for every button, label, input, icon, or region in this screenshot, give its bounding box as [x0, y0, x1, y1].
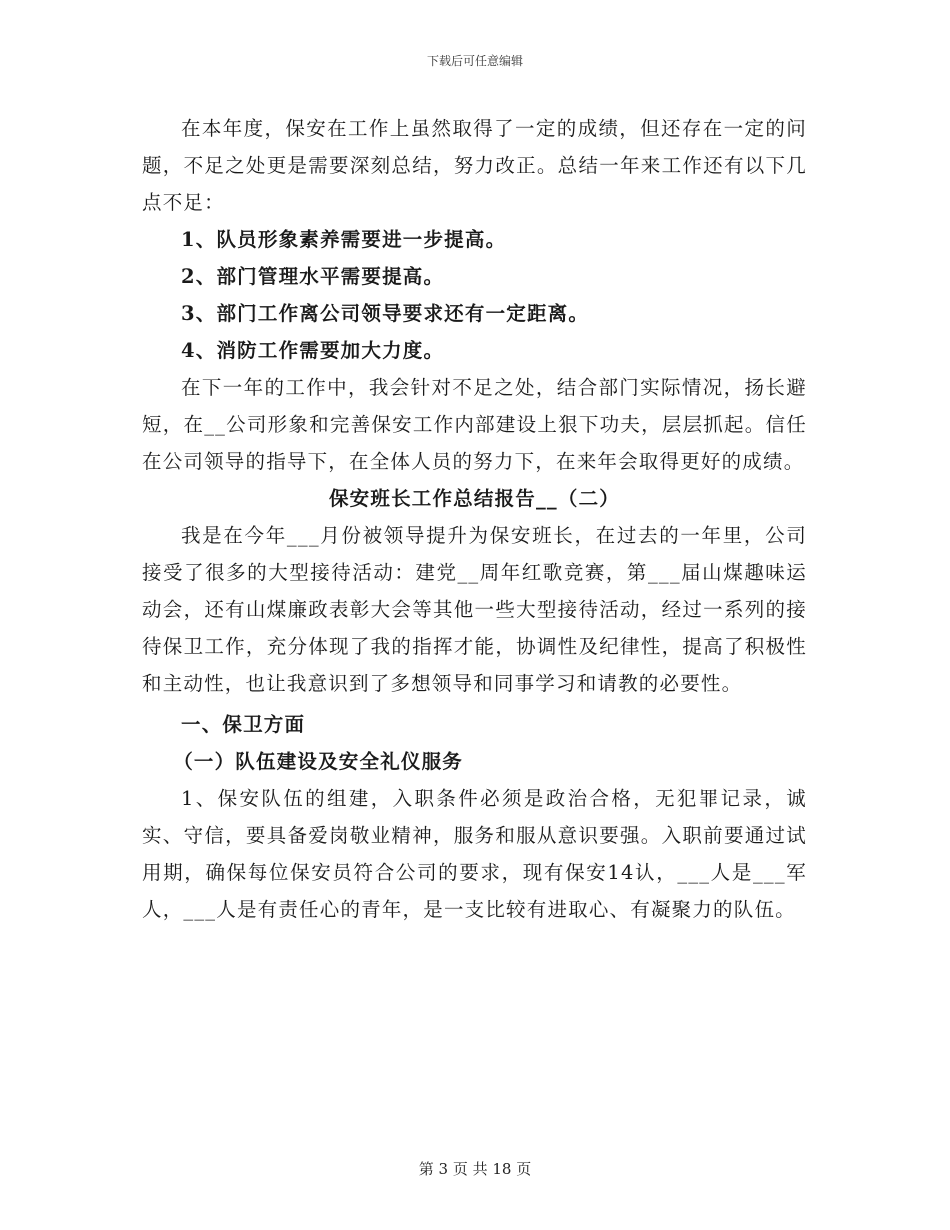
list-item-1: 1、队员形象素养需要进一步提高。	[181, 228, 507, 251]
paragraph-team-formation: 1、保安队伍的组建，入职条件必须是政治合格，无犯罪记录，诚实、守信，要具备爱岗敬业精神，服务和服从意识要强。入职前要通过试用期，确保每位保安员符合公司的要求，现有保安14认，___人是___军人，___人是有责任心的青年，是一支比较有进取心、有凝聚力的队伍。	[142, 787, 807, 921]
paragraph-next-year: 在下一年的工作中，我会针对不足之处，结合部门实际情况，扬长避短，在__公司形象和完善保安工作内部建设上狠下功夫，层层抓起。信任在公司领导的指导下，在全体人员的努力下，在来年会取得更好的成绩。	[142, 376, 807, 473]
subheading-team-building: （一）队伍建设及安全礼仪服务	[173, 750, 463, 773]
list-item-3: 3、部门工作离公司领导要求还有一定距离。	[181, 302, 590, 325]
heading-security: 一、保卫方面	[181, 713, 306, 736]
section-title-report-2: 保安班长工作总结报告__（二）	[328, 487, 620, 510]
paragraph-report-intro: 我是在今年___月份被领导提升为保安班长，在过去的一年里，公司接受了很多的大型接待活动：建党__周年红歌竞赛，第___届山煤趣味运动会，还有山煤廉政表彰大会等其他一些大型接待活动，经过一系列的接待保卫工作，充分体现了我的指挥才能，协调性及纪律性，提高了积极性和主动性，也让我意识到了多想领导和同事学习和请教的必要性。	[142, 524, 807, 695]
page-number-footer: 第 3 页 共 18 页	[418, 1160, 532, 1178]
list-item-4: 4、消防工作需要加大力度。	[181, 339, 445, 362]
document-body	[142, 110, 807, 928]
list-item-2: 2、部门管理水平需要提高。	[181, 265, 445, 288]
page-header-note: 下载后可任意编辑	[426, 54, 523, 68]
paragraph-intro: 在本年度，保安在工作上虽然取得了一定的成绩，但还存在一定的问题，不足之处更是需要深刻总结，努力改正。总结一年来工作还有以下几点不足：	[142, 117, 807, 214]
